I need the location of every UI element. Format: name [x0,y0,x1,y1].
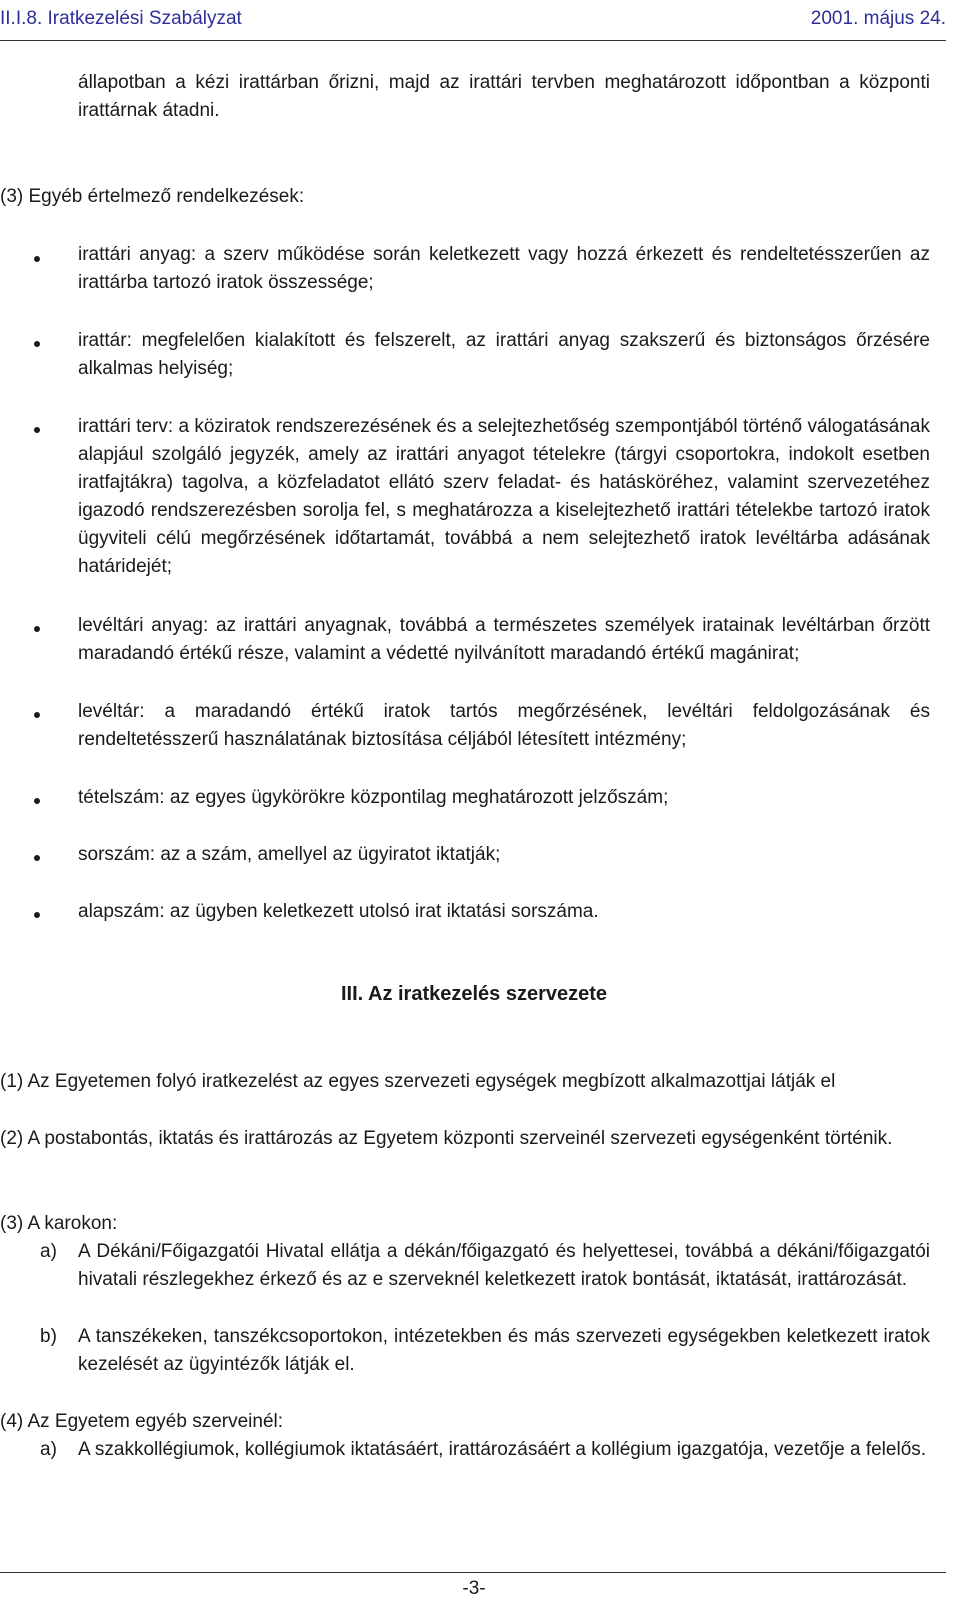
bullet-item: irattár: megfelelően kialakított és felszerelt, az irattári anyag szakszerű és biztonságos őrzésére alkalmas helyiség; [78,330,930,379]
chapter-heading: III. Az iratkezelés szervezete [340,983,608,1005]
list-letter: b) [40,1326,57,1347]
bullet-item: irattári anyag: a szerv működése során keletkezett vagy hozzá érkezett és rendeltetésszerűen az irattárba tartozó iratok összessége; [78,244,930,293]
bullet-item: levéltári anyag: az irattári anyagnak, továbbá a természetes személyek iratainak levéltárban őrzött maradandó értékű része, valamint a védetté nyilvánított maradandó értékű magánirat; [78,615,930,664]
list-item-text: A Dékáni/Főigazgatói Hivatal ellátja a dékán/főigazgató és helyettesei, továbbá a dékáni/főigazgatói hivatali részlegekhez érkező és az e szerveknél keletkezett iratok bontását, iktatását, irattározását. [78,1241,930,1290]
list-letter: a) [40,1439,57,1460]
list-item-text: A szakkollégiumok, kollégiumok iktatásáért, irattározásáért a kollégium igazgatója, vezetője a felelős. [78,1439,927,1460]
header-date: 2001. május 24. [810,8,946,29]
bullet-dot [34,626,40,632]
bullet-dot [34,341,40,347]
bullet-dot [34,798,40,804]
bullet-item: alapszám: az ügyben keletkezett utolsó irat iktatási sorszáma. [78,901,599,922]
bullet-dot [34,256,40,262]
bullet-item: irattári terv: a köziratok rendszerezésének és a selejtezhetőség szempontjából történő válogatásának alapjául szolgáló jegyzék, amely az irattári anyagot tételekre (tárgyi csoportokra, indokolt esetben iratfajtákra) tagolva, a közfeladatot ellátó szerv feladat- és hatásköréhez, valamint szervezetéhez igazodó rendszerezésben sorolja fel, s meghatározza a kiselejtezhető irattári tételekbe tartozó iratok ügyviteli célú megőrzésének időtartamát, továbbá a nem selejtezhető iratok levéltárba adásának határidejét; [78,416,930,577]
bullet-item: tételszám: az egyes ügykörökre központilag meghatározott jelzőszám; [78,787,669,808]
bullet-dot [34,912,40,918]
list-item-text: A tanszékeken, tanszékcsoportokon, intézetekben és más szervezeti egységekben keletkezett iratok kezelését az ügyintézők látják el. [78,1326,930,1375]
paragraph-4-title: (4) Az Egyetem egyéb szerveinél: [0,1411,284,1432]
bullet-dot [34,855,40,861]
list-letter: a) [40,1241,57,1262]
header-title: II.I.8. Iratkezelési Szabályzat [0,8,242,29]
paragraph-2: (2) A postabontás, iktatás és irattározás az Egyetem központi szerveinél szervezeti egységenként történik. [0,1128,893,1149]
page-header [0,0,946,41]
paragraph-3-title: (3) A karokon: [0,1213,118,1234]
section3-title: (3) Egyéb értelmező rendelkezések: [0,186,305,207]
intro-paragraph: állapotban a kézi irattárban őrizni, majd az irattári tervben meghatározott időpontban a központi irattárnak átadni. [78,72,930,121]
bullet-item: sorszám: az a szám, amellyel az ügyiratot iktatják; [78,844,501,865]
bullet-dot [34,712,40,718]
bullet-item: levéltár: a maradandó értékű iratok tartós megőrzésének, levéltári feldolgozásának és rendeltetésszerű használatának biztosítása céljából létesített intézmény; [78,701,930,750]
page-number: -3- [462,1578,486,1599]
paragraph-1: (1) Az Egyetemen folyó iratkezelést az egyes szervezeti egységek megbízott alkalmazottjai látják el [0,1071,836,1092]
bullet-dot [34,427,40,433]
footer-rule [0,1572,946,1573]
